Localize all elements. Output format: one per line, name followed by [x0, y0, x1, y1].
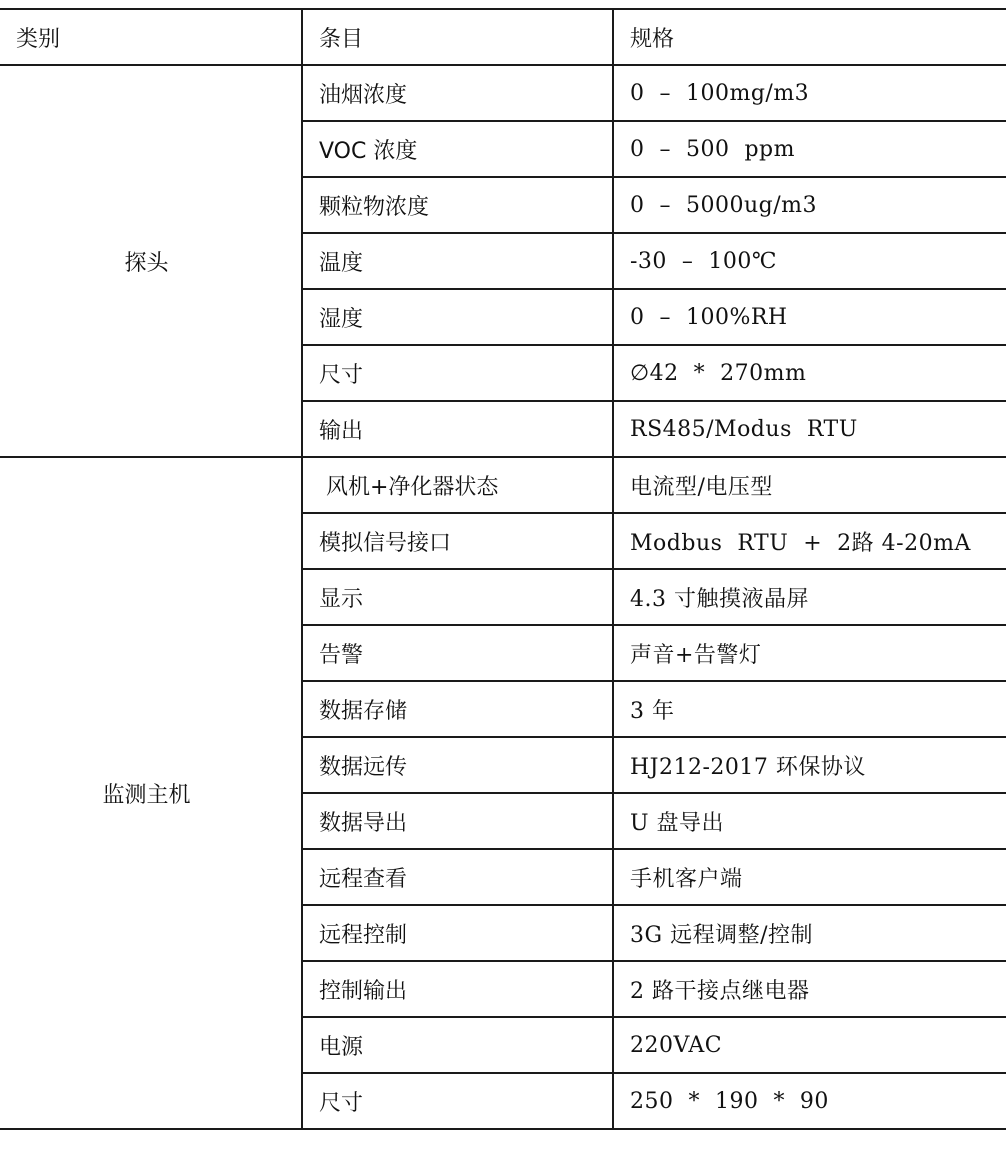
item-cell: 模拟信号接口 [302, 513, 613, 569]
spec-table-body [0, 9, 1006, 1129]
spec-table [0, 8, 1006, 1130]
table-row [0, 457, 1006, 513]
spec-cell: RS485/Modus RTU [613, 401, 1006, 457]
item-cell: 远程控制 [302, 905, 613, 961]
spec-cell: 0 – 5000ug/m3 [613, 177, 1006, 233]
item-cell: 数据远传 [302, 737, 613, 793]
spec-cell: U 盘导出 [613, 793, 1006, 849]
spec-cell: 2 路干接点继电器 [613, 961, 1006, 1017]
table-row [0, 65, 1006, 121]
category-cell [0, 65, 302, 457]
item-cell: 湿度 [302, 289, 613, 345]
item-cell: 电源 [302, 1017, 613, 1073]
item-cell: 数据存储 [302, 681, 613, 737]
item-cell: 告警 [302, 625, 613, 681]
item-cell: VOC 浓度 [302, 121, 613, 177]
spec-cell: 3G 远程调整/控制 [613, 905, 1006, 961]
item-cell: 控制输出 [302, 961, 613, 1017]
item-cell: 风机+净化器状态 [302, 457, 613, 513]
spec-cell: 220VAC [613, 1017, 1006, 1073]
spec-cell: 0 – 100mg/m3 [613, 65, 1006, 121]
item-cell: 尺寸 [302, 1073, 613, 1129]
item-cell: 温度 [302, 233, 613, 289]
item-cell: 数据导出 [302, 793, 613, 849]
spec-cell: 声音+告警灯 [613, 625, 1006, 681]
header-item: 条目 [302, 9, 613, 65]
spec-cell: 250 * 190 * 90 [613, 1073, 1006, 1129]
spec-cell: ∅42 * 270mm [613, 345, 1006, 401]
item-cell: 显示 [302, 569, 613, 625]
category-label: 监测主机 [102, 782, 191, 808]
spec-cell: Modbus RTU + 2路 4-20mA [613, 513, 1006, 569]
spec-cell: 手机客户端 [613, 849, 1006, 905]
spec-cell: 3 年 [613, 681, 1006, 737]
header-category: 类别 [0, 9, 302, 65]
spec-cell: 0 – 500 ppm [613, 121, 1006, 177]
category-cell [0, 457, 302, 1129]
item-cell: 尺寸 [302, 345, 613, 401]
header-spec: 规格 [613, 9, 1006, 65]
category-label: 探头 [124, 250, 169, 276]
spec-cell: 0 – 100%RH [613, 289, 1006, 345]
item-cell: 油烟浓度 [302, 65, 613, 121]
item-cell: 颗粒物浓度 [302, 177, 613, 233]
spec-cell: 电流型/电压型 [613, 457, 1006, 513]
item-cell: 远程查看 [302, 849, 613, 905]
spec-cell: -30 – 100℃ [613, 233, 1006, 289]
spec-cell: HJ212-2017 环保协议 [613, 737, 1006, 793]
item-cell: 输出 [302, 401, 613, 457]
spec-cell: 4.3 寸触摸液晶屏 [613, 569, 1006, 625]
table-header-row [0, 9, 1006, 65]
